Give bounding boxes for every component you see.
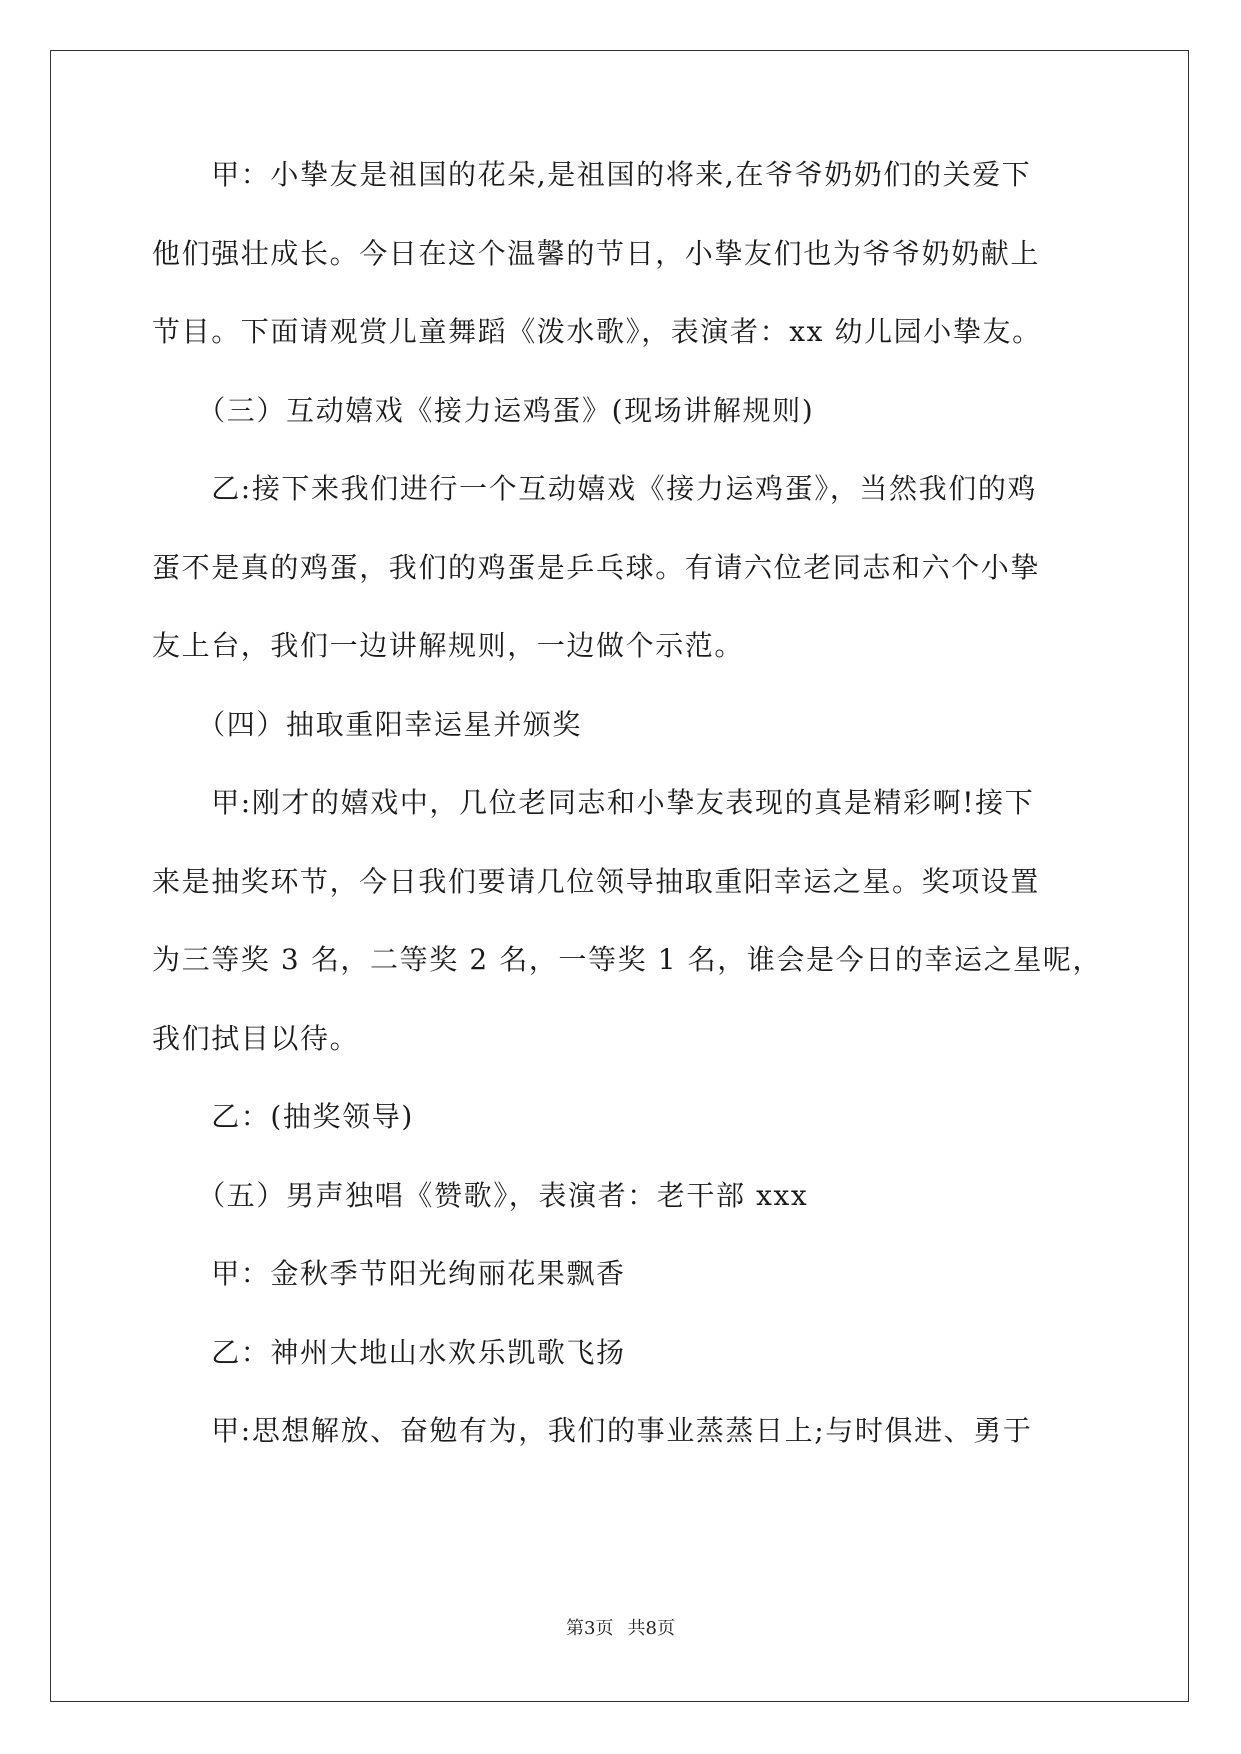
text-line: 节目。下面请观赏儿童舞蹈《泼水歌》，表演者：xx 幼儿园小挚友。: [152, 315, 1042, 348]
total-pages: 共8页: [627, 1618, 675, 1639]
text-line: 蛋不是真的鸡蛋，我们的鸡蛋是乒乓球。有请六位老同志和六个小挚: [152, 550, 1041, 584]
text-line: 甲：小挚友是祖国的花朵,是祖国的将来,在爷爷奶奶们的关爱下: [152, 158, 1032, 191]
document-body: [152, 158, 1103, 1471]
text-line: 他们强壮成长。今日在这个温馨的节日，小挚友们也为爷爷奶奶献上: [152, 236, 1041, 270]
text-line: 甲:思想解放、奋勉有为，我们的事业蒸蒸日上;与时俱进、勇于: [152, 1414, 1033, 1447]
section-heading: （五）男声独唱《赞歌》，表演者：老干部 xxx: [152, 1178, 809, 1212]
text-line: 我们拭目以待。: [152, 1021, 360, 1055]
text-line: 乙：(抽奖领导): [152, 1100, 414, 1133]
section-heading: （三）互动嬉戏《接力运鸡蛋》(现场讲解规则): [152, 393, 815, 427]
section-heading: （四）抽取重阳幸运星并颁奖: [152, 707, 583, 741]
text-line: 为三等奖 3 名，二等奖 2 名，一等奖 1 名，谁会是今日的幸运之星呢，: [152, 943, 1103, 976]
text-line: 乙:接下来我们进行一个互动嬉戏《接力运鸡蛋》，当然我们的鸡: [152, 472, 1038, 505]
text-line: 来是抽奖环节，今日我们要请几位领导抽取重阳幸运之星。奖项设置: [152, 864, 1041, 898]
text-line: 甲：金秋季节阳光绚丽花果飘香: [152, 1257, 626, 1290]
page-footer: [0, 1614, 1241, 1640]
page-number: 第3页: [566, 1618, 614, 1639]
text-line: 友上台，我们一边讲解规则，一边做个示范。: [152, 629, 745, 662]
text-line: 乙：神州大地山水欢乐凯歌飞扬: [152, 1335, 626, 1369]
text-line: 甲:刚才的嬉戏中，几位老同志和小挚友表现的真是精彩啊!接下: [152, 786, 1035, 819]
